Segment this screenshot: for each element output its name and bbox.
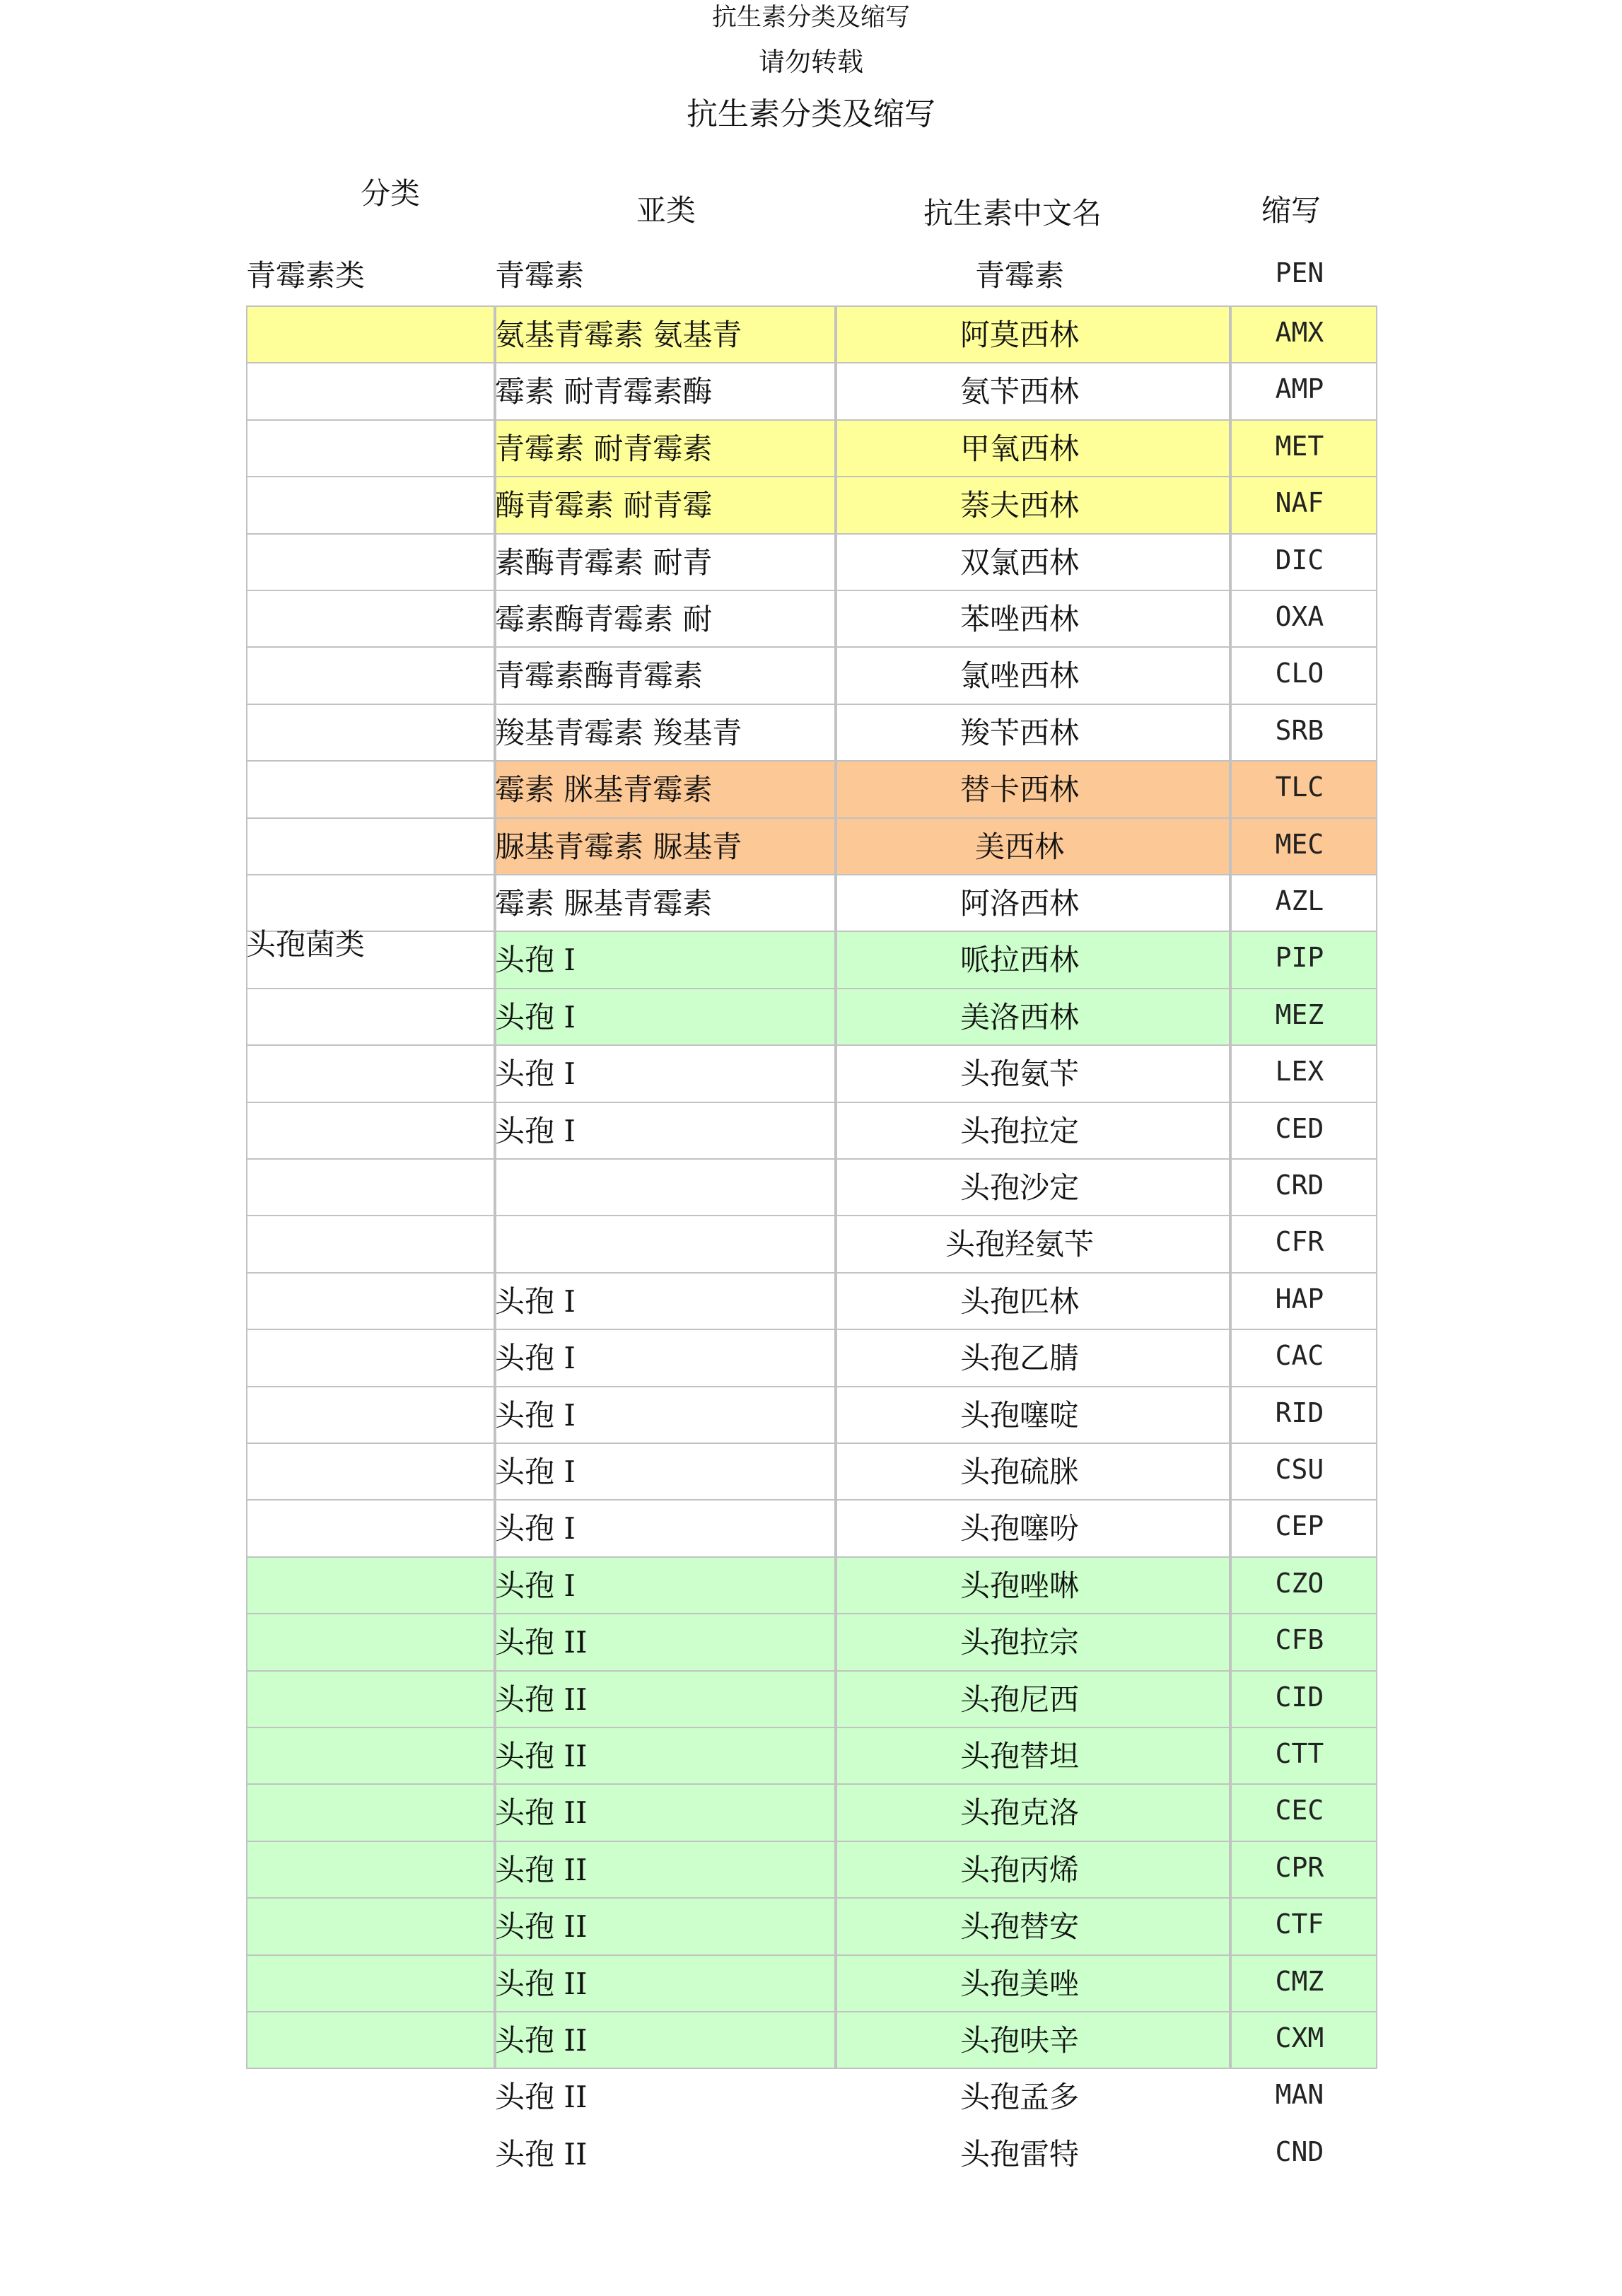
table-cell <box>246 1102 495 1160</box>
document-title: 抗生素分类及缩写 <box>687 96 935 132</box>
subclass-label: 羧基青霉素 羧基青 <box>495 715 742 750</box>
abbreviation: CXM <box>1275 2022 1324 2053</box>
subclass-label: 头孢 II <box>495 2080 588 2115</box>
antibiotic-name: 头孢拉宗 <box>959 1625 1079 1660</box>
table-cell <box>246 704 495 762</box>
subclass-label: 头孢 II <box>495 1795 588 1831</box>
abbreviation: AMP <box>1275 373 1324 405</box>
antibiotic-name: 头孢沙定 <box>959 1170 1079 1205</box>
antibiotic-name: 头孢匹林 <box>959 1283 1079 1319</box>
table-cell <box>246 1443 495 1500</box>
table-cell <box>246 760 495 818</box>
abbreviation: CFR <box>1275 1226 1324 1258</box>
abbreviation: PEN <box>1275 257 1324 289</box>
abbreviation: CLO <box>1275 658 1324 689</box>
abbreviation: RID <box>1275 1397 1324 1428</box>
table-cell <box>246 1897 495 1955</box>
abbreviation: CEC <box>1275 1795 1324 1826</box>
subclass-label: 青霉素 <box>495 258 585 293</box>
antibiotic-name: 头孢尼西 <box>959 1682 1079 1717</box>
subclass-label: 头孢 I <box>495 1113 576 1148</box>
subclass-label: 青霉素酶青霉素 <box>495 658 704 694</box>
antibiotic-name: 头孢孟多 <box>959 2080 1079 2115</box>
subclass-label: 头孢 II <box>495 2023 588 2058</box>
column-header-name: 抗生素中文名 <box>923 196 1102 231</box>
table-cell <box>246 1727 495 1785</box>
table-cell <box>246 1783 495 1841</box>
table-cell <box>246 2011 495 2069</box>
table-cell <box>246 1386 495 1444</box>
subclass-label: 氨基青霉素 氨基青 <box>495 317 742 352</box>
subclass-label: 头孢 I <box>495 1397 576 1433</box>
antibiotic-name: 甲氧西林 <box>959 431 1079 466</box>
antibiotic-name: 双氯西林 <box>959 544 1079 580</box>
subclass-label: 霉素 脒基青霉素 <box>495 772 713 808</box>
antibiotic-name: 萘夫西林 <box>959 488 1079 523</box>
subclass-label: 头孢 II <box>495 1739 588 1773</box>
table-cell <box>246 874 495 932</box>
abbreviation: CID <box>1275 1681 1324 1713</box>
table-cell <box>246 988 495 1046</box>
abbreviation: CED <box>1275 1112 1324 1144</box>
antibiotic-name: 头孢氨苄 <box>959 1056 1079 1092</box>
antibiotic-name: 哌拉西林 <box>959 943 1079 978</box>
subclass-label: 霉素 脲基青霉素 <box>495 886 713 921</box>
abbreviation: CZO <box>1275 1567 1324 1599</box>
subclass-label: 头孢 I <box>495 1455 576 1489</box>
abbreviation: CSU <box>1275 1454 1324 1485</box>
antibiotic-name: 青霉素 <box>974 258 1064 293</box>
category-label: 青霉素类 <box>246 258 366 293</box>
antibiotic-name: 氨苄西林 <box>959 374 1079 409</box>
antibiotic-name: 头孢美唑 <box>959 1966 1079 2001</box>
subclass-label: 头孢 II <box>495 1852 588 1887</box>
antibiotic-name: 头孢拉定 <box>959 1113 1079 1148</box>
subclass-label: 头孢 I <box>495 1283 576 1319</box>
antibiotic-name: 头孢雷特 <box>959 2136 1079 2172</box>
table-cell <box>246 1841 495 1899</box>
table-cell <box>246 1499 495 1557</box>
antibiotic-name: 头孢乙腈 <box>959 1341 1079 1376</box>
abbreviation: AMX <box>1275 317 1324 348</box>
table-cell <box>495 1215 836 1273</box>
column-header-abbr: 缩写 <box>1261 193 1321 228</box>
antibiotic-name: 阿洛西林 <box>959 886 1079 921</box>
table-cell <box>246 590 495 648</box>
abbreviation: HAP <box>1275 1283 1324 1315</box>
page-header: 抗生素分类及缩写 <box>711 4 910 32</box>
abbreviation: LEX <box>1275 1056 1324 1088</box>
table-cell <box>246 1158 495 1216</box>
subclass-label: 头孢 II <box>495 2136 588 2172</box>
abbreviation: CEP <box>1275 1510 1324 1542</box>
antibiotic-name: 头孢替安 <box>959 1909 1079 1945</box>
antibiotic-name: 替卡西林 <box>959 772 1079 808</box>
table-cell <box>246 305 495 363</box>
table-cell <box>246 1215 495 1273</box>
antibiotic-name: 头孢噻啶 <box>959 1397 1079 1433</box>
antibiotic-name: 头孢噻吩 <box>959 1511 1079 1546</box>
abbreviation: CTT <box>1275 1738 1324 1769</box>
subclass-label: 酶青霉素 耐青霉 <box>495 488 713 523</box>
abbreviation: PIP <box>1275 942 1324 974</box>
antibiotic-name: 美洛西林 <box>959 999 1079 1035</box>
category-label: 头孢菌类 <box>246 927 366 962</box>
antibiotic-name: 头孢替坦 <box>959 1739 1079 1773</box>
subclass-label: 霉素酶青霉素 耐 <box>495 602 713 636</box>
antibiotic-name: 苯唑西林 <box>959 602 1079 636</box>
antibiotic-name: 头孢硫脒 <box>959 1455 1079 1489</box>
antibiotic-name: 羧苄西林 <box>959 715 1079 750</box>
table-cell <box>246 419 495 477</box>
table-cell <box>246 1954 495 2012</box>
table-cell <box>246 1670 495 1728</box>
antibiotic-name: 头孢呋辛 <box>959 2023 1079 2058</box>
table-cell <box>246 1272 495 1330</box>
antibiotic-name: 头孢羟氨苄 <box>945 1227 1094 1262</box>
subclass-label: 头孢 II <box>495 1625 588 1660</box>
abbreviation: DIC <box>1275 544 1324 576</box>
subclass-label: 头孢 I <box>495 1511 576 1546</box>
abbreviation: CFB <box>1275 1624 1324 1656</box>
abbreviation: OXA <box>1275 601 1324 632</box>
table-cell <box>246 1556 495 1614</box>
abbreviation: TLC <box>1275 771 1324 803</box>
antibiotic-name: 阿莫西林 <box>959 317 1079 352</box>
table-cell <box>246 1613 495 1671</box>
antibiotic-name: 氯唑西林 <box>959 658 1079 694</box>
table-cell <box>246 362 495 420</box>
abbreviation: CTF <box>1275 1909 1324 1940</box>
antibiotic-name: 头孢克洛 <box>959 1795 1079 1831</box>
abbreviation: CPR <box>1275 1851 1324 1883</box>
subclass-label: 脲基青霉素 脲基青 <box>495 829 742 864</box>
abbreviation: CMZ <box>1275 1965 1324 1997</box>
abbreviation: CRD <box>1275 1170 1324 1201</box>
table-cell <box>246 646 495 704</box>
subclass-label: 头孢 I <box>495 1056 576 1092</box>
subclass-label: 头孢 I <box>495 1341 576 1376</box>
antibiotic-name: 头孢唑啉 <box>959 1568 1079 1603</box>
abbreviation: MAN <box>1275 2079 1324 2111</box>
abbreviation: CND <box>1275 2135 1324 2167</box>
subclass-label: 青霉素 耐青霉素 <box>495 431 713 466</box>
column-header-subclass: 亚类 <box>636 193 696 228</box>
abbreviation: MEC <box>1275 828 1324 860</box>
table-cell <box>246 817 495 875</box>
abbreviation: NAF <box>1275 487 1324 519</box>
table-cell <box>246 1044 495 1102</box>
subclass-label: 头孢 I <box>495 1568 576 1603</box>
column-header-category: 分类 <box>361 176 421 211</box>
abbreviation: SRB <box>1275 714 1324 746</box>
subclass-label: 霉素 耐青霉素酶 <box>495 374 713 409</box>
table-cell <box>246 533 495 591</box>
abbreviation: MET <box>1275 430 1324 462</box>
table-cell <box>495 1158 836 1216</box>
table-cell <box>246 476 495 534</box>
subclass-label: 头孢 II <box>495 1966 588 2001</box>
abbreviation: CAC <box>1275 1340 1324 1372</box>
abbreviation: MEZ <box>1275 998 1324 1030</box>
notice-text: 请勿转载 <box>759 47 863 77</box>
subclass-label: 头孢 II <box>495 1682 588 1717</box>
subclass-label: 头孢 I <box>495 943 576 978</box>
antibiotic-name: 美西林 <box>974 829 1064 864</box>
subclass-label: 头孢 II <box>495 1909 588 1945</box>
subclass-label: 头孢 I <box>495 999 576 1035</box>
antibiotic-name: 头孢丙烯 <box>959 1852 1079 1887</box>
abbreviation: AZL <box>1275 885 1324 916</box>
table-cell <box>246 1329 495 1387</box>
subclass-label: 素酶青霉素 耐青 <box>495 544 713 580</box>
